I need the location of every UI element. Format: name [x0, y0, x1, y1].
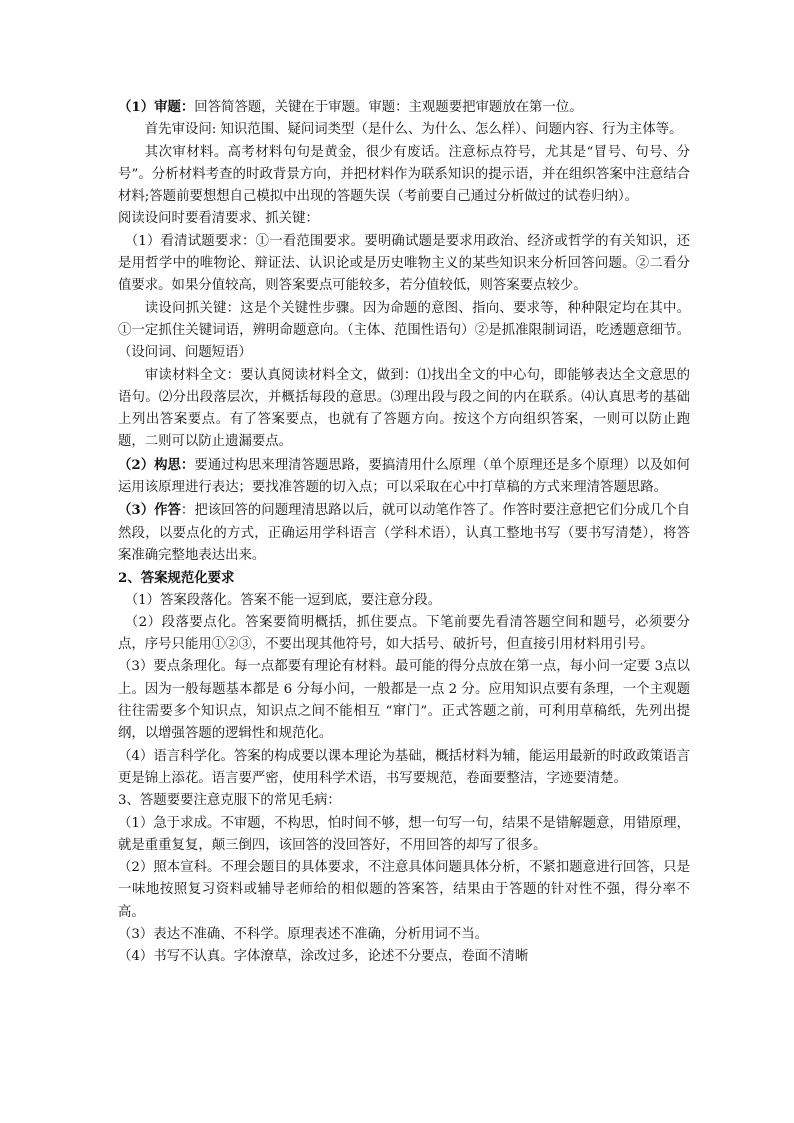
paragraph-step-1-review: [118, 96, 690, 119]
paragraph-fault-4: （4）书写不认真。字体潦草，涂改过多，论述不分要点，卷面不清晰: [118, 949, 529, 965]
step-2-text: 要通过构思来理清答题思路，要搞清用什么原理（单个原理还是多个原理）以及如何运用该原理进行表达；要找准答题的切入点；可以采取在心中打草稿的方式来理清答题思路。: [118, 457, 690, 496]
paragraph-rule-2: （2）段落要点化。答案要简明概括，抓住要点。下笔前要先看清答题空间和题号，必须要分点，序号只能用①②③，不要出现其他符号，如大括号、破折号，但直接引用材料用引号。: [118, 614, 690, 653]
step-3-label: （3）作答: [118, 502, 181, 519]
paragraph-review-material: 其次审材料。高考材料句句是黄金，很少有废话。注意标点符号，尤其是“冒号、句号、分号”。分析材料考查的时政背景方向，并把材料作为联系知识的提示语，并在组织答案中注意结合材料;答题前要想想自己模拟中出现的答题失误（考前要自己通过分析做过的试卷归纳）。: [118, 144, 690, 205]
paragraph-review-question: 首先审设问: 知识范围、疑问词类型（是什么、为什么、怎么样）、问题内容、行为主体等。: [144, 122, 683, 138]
paragraph-step-2-plan: [118, 454, 690, 500]
step-1-label: （1）审题：: [118, 99, 195, 115]
document-body: [118, 96, 690, 969]
paragraph-key-points: 读设问抓关键：这是个关键性步骤。因为命题的意图、指向、要求等，种种限定均在其中。①一定抓住关键词语，辨明命题意向。（主体、范围性语句）②是抓准限制词语，吃透题意细节。（设问词、问题短语）: [118, 300, 690, 361]
section-heading-3: 3、答题要要注意克服下的常见毛病：: [118, 793, 341, 809]
paragraph-fault-2: （2）照本宣科。不理会题目的具体要求，不注意具体问题具体分析，不紧扣题意进行回答，只是一味地按照复习资料或辅导老师给的相似题的答案答，结果由于答题的针对性不强，得分率不高。: [118, 860, 690, 920]
section-heading-2: 2、答案规范化要求: [118, 570, 235, 587]
paragraph-rule-1: （1）答案段落化。答案不能一逗到底，要注意分段。: [124, 592, 442, 608]
paragraph-requirements: （1）看清试题要求：①一看范围要求。要明确试题是要求用政治、经济或哲学的有关知识，还是用哲学中的唯物论、辩证法、认识论或是历史唯物主义的某些知识来分析回答问题。②二看分值要求。如果分值较高，则答案要点可能较多，若分值较低，则答案要点较少。: [118, 233, 690, 294]
paragraph-reading-question: 阅读设问时要看清要求、抓关键：: [118, 211, 319, 227]
step-3-text: ：把该回答的问题理清思路以后，就可以动笔作答了。作答时要注意把它们分成几个自然段，以要点化的方式，正确运用学科语言（学科术语），认真工整地书写（要书写清楚），将答案准确完整地表达出来。: [118, 503, 690, 563]
paragraph-rule-3: （3）要点条理化。每一点都要有理论有材料。最可能的得分点放在第一点，每小问一定要 3点以上。因为一般每题基本都是 6 分每小问，一般都是一点 2 分。应用知识点要有条理，一个主观题往往需要多个知识点，知识点之间不能相互 “窜门”。正式答题之前，可利用草稿纸，先列出提纲，以增强答题的逻辑性和规范化。: [118, 659, 690, 742]
paragraph-fault-1: （1）急于求成。不审题，不构思，怕时间不够，想一句写一句，结果不是错解题意，用错原理，就是重重复复，颠三倒四，该回答的没回答好，不用回答的却写了很多。: [118, 815, 690, 853]
paragraph-step-3-answer: [118, 499, 690, 567]
paragraph-fault-3: （3）表达不准确、不科学。原理表述不准确，分析用词不当。: [118, 926, 489, 942]
paragraph-read-material: 审读材料全文：要认真阅读材料全文，做到：⑴找出全文的中心句，即能够表达全文意思的语句。⑵分出段落层次，并概括每段的意思。⑶理出段与段之间的内在联系。⑷认真思考的基础上列出答案要点。有了答案要点，也就有了答题方向。按这个方向组织答案，一则可以防止跑题，二则可以防止遗漏要点。: [118, 367, 690, 450]
step-1-text: 回答简答题，关键在于审题。审题：主观题要把审题放在第一位。: [194, 100, 583, 115]
step-2-label: （2）构思：: [118, 456, 195, 473]
paragraph-rule-4: （4）语言科学化。答案的构成要以课本理论为基础，概括材料为辅，能运用最新的时政政策语言更是锦上添花。语言要严密，使用科学术语，书写要规范，卷面要整洁，字迹要清楚。: [118, 748, 690, 786]
